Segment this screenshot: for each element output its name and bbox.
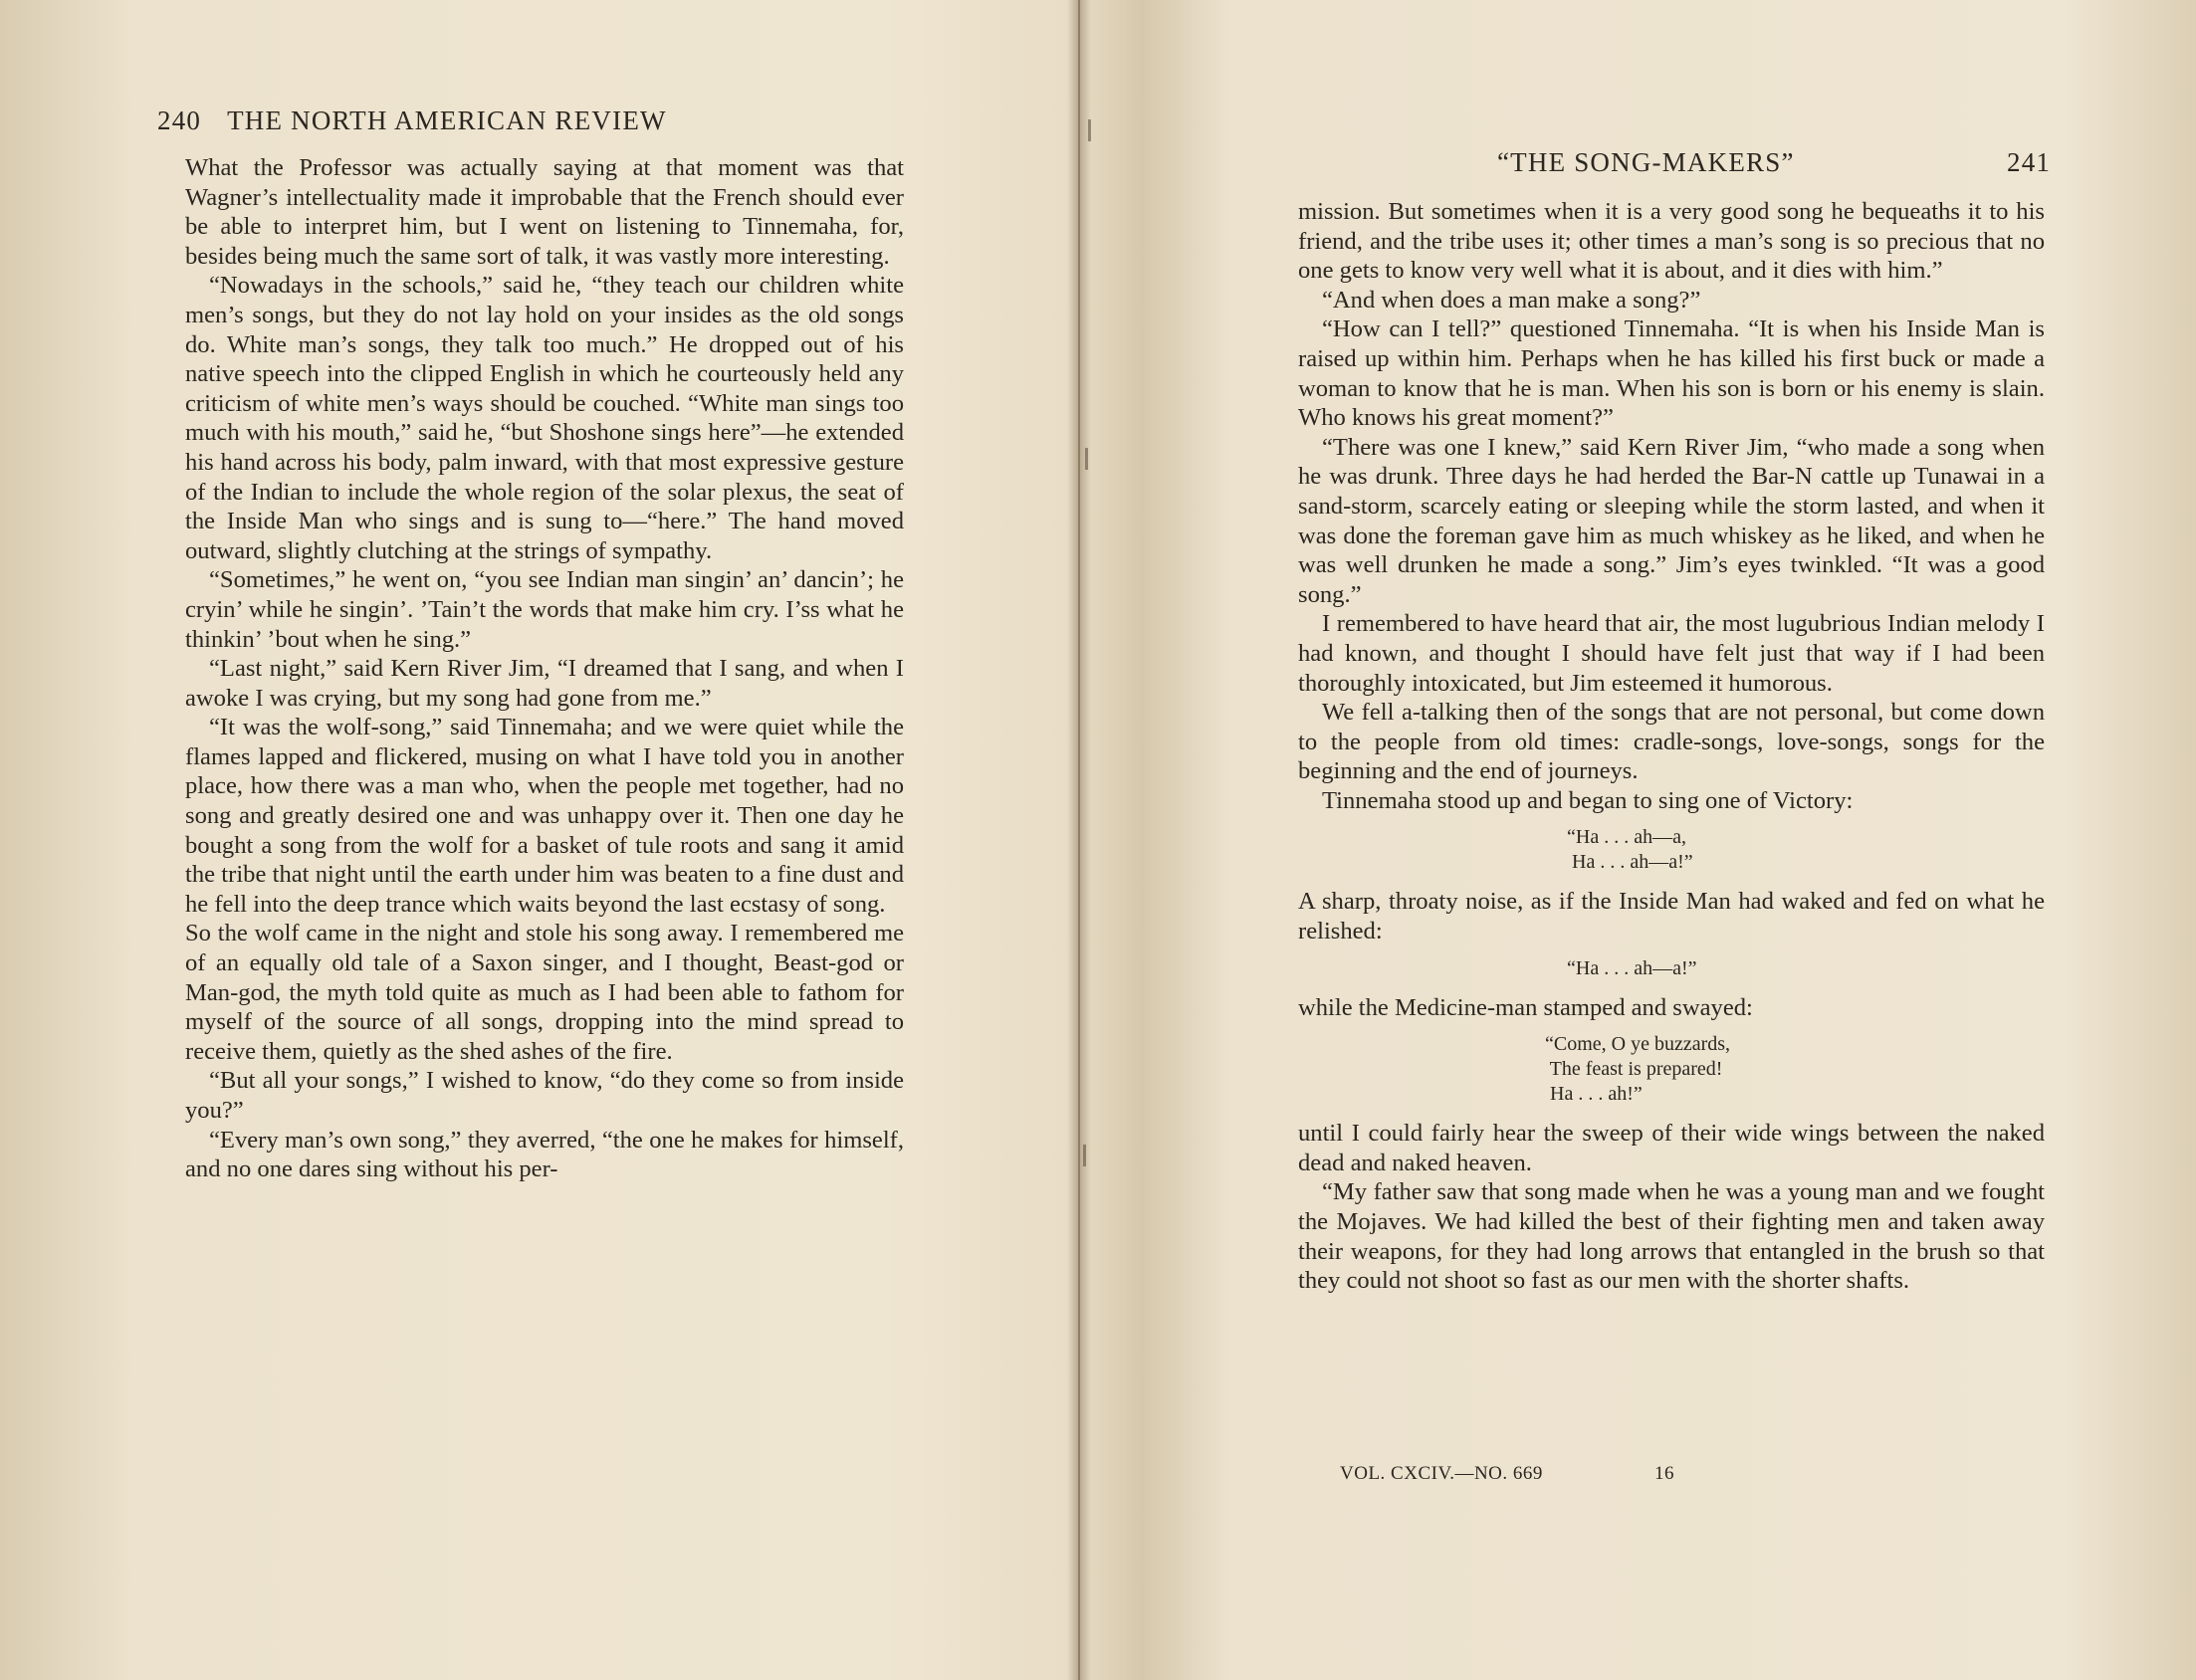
right-running-head	[1497, 147, 2052, 178]
right-page-body	[1298, 197, 2045, 1296]
paragraph: Tinnemaha stood up and began to sing one of Victory:	[1322, 786, 1854, 814]
paragraph: “But all your songs,” I wished to know, “do they come so from inside you?”	[185, 1067, 904, 1124]
binding-mark	[1083, 1145, 1086, 1166]
verse-line: Ha . . . ah!”	[1545, 1083, 1643, 1106]
left-page-number: 240	[157, 105, 202, 135]
verse-block	[1298, 1032, 2045, 1107]
paragraph: “There was one I knew,” said Kern River Jim, “who made a song when he was drunk. Three days he had herded the Bar-N cattle up Tunawai in a sand-storm, scarcely eating or sleeping while the storm lasted, and when it was done the foreman gave him as much whiskey as he liked, and when he was well drunken he made a song.” Jim’s eyes twinkled. “It was a good song.”	[1298, 433, 2045, 608]
paragraph: “Sometimes,” he went on, “you see Indian man singin’ an’ dancin’; he cryin’ while he singin’. ’Tain’t the words that make him cry. I’ss what he thinkin’ ’bout when he sing.”	[185, 566, 904, 653]
paragraph: A sharp, throaty noise, as if the Inside Man had waked and fed on what he relished:	[1298, 888, 2045, 945]
paragraph: “My father saw that song made when he was a young man and we fought the Mojaves. We had killed the best of their fighting men and taken away their weapons, for they had long arrows that entangled in the brush so that they could not shoot so fast as our men with the shorter shafts.	[1298, 1178, 2045, 1295]
verse-line: The feast is prepared!	[1545, 1058, 1723, 1081]
verse-block	[1298, 825, 2045, 875]
left-running-head	[157, 105, 667, 136]
paragraph: “It was the wolf-song,” said Tinnemaha; and we were quiet while the flames lapped and flickered, musing on what I have told you in another place, how there was a man who, when the people met together, had no song and greatly desired one and was unhappy over it. Then one day he bought a song from the wolf for a basket of tule roots and sang it amid the tribe that night until the earth under him was beaten to a fine dust and he fell into the deep trance which waits beyond the last ecstasy of song.	[185, 714, 904, 918]
right-page-number: 241	[2007, 147, 2052, 177]
verse-line: “Ha . . . ah—a,	[1567, 826, 1686, 849]
left-page-body	[185, 153, 904, 1184]
left-running-title: THE NORTH AMERICAN REVIEW	[227, 105, 667, 135]
verse-block	[1298, 956, 2045, 981]
verse-line: “Ha . . . ah—a!”	[1567, 956, 1697, 979]
gutter-fold	[1078, 0, 1080, 1680]
paragraph: while the Medicine-man stamped and swayed:	[1298, 993, 1753, 1021]
signature-mark: 16	[1654, 1463, 1674, 1484]
paragraph: “Nowadays in the schools,” said he, “they teach our children white men’s songs, but they do not lay hold on your insides as the old songs do. White man’s songs, they talk too much.” He dropped out of his native speech into the clipped English in which he courteously held any criticism of white men’s ways should be couched. “White man sings too much with his mouth,” said he, “but Shoshone sings here”—he extended his hand across his body, palm inward, with that most expressive gesture of the Indian to include the whole region of the solar plexus, the seat of the Inside Man who sings and is sung to—“here.” The hand moved outward, slightly clutching at the strings of sympathy.	[185, 272, 904, 564]
paragraph: So the wolf came in the night and stole his song away. I remembered me of an equally old tale of a Saxon singer, and I thought, Beast-god or Man-god, the myth told quite as much as I had been able to fathom for myself of the source of all songs, dropping into the mind spread to receive them, quietly as the shed ashes of the fire.	[185, 920, 904, 1065]
paragraph: mission. But sometimes when it is a very good song he bequeaths it to his friend, and the tribe uses it; other times a man’s song is so precious that no one gets to know very well what it is about, and it dies with him.”	[1298, 198, 2045, 285]
page-footer	[1340, 1463, 1674, 1485]
paragraph: “How can I tell?” questioned Tinnemaha. “It is when his Inside Man is raised up within him. Perhaps when he has killed his first buck or made a woman to know that he is man. When his son is born or his enemy is slain. Who knows his great moment?”	[1298, 315, 2045, 432]
binding-mark	[1085, 448, 1088, 470]
paragraph: What the Professor was actually saying at that moment was that Wagner’s intellectuality made it improbable that the French should ever be able to interpret him, but I went on listening to Tinnemaha, for, besides being much the same sort of talk, it was vastly more interesting.	[185, 154, 904, 270]
verse-line: Ha . . . ah—a!”	[1567, 851, 1693, 874]
paragraph: “And when does a man make a song?”	[1322, 286, 1701, 314]
paragraph: “Last night,” said Kern River Jim, “I dreamed that I sang, and when I awoke I was crying, but my song had gone from me.”	[185, 655, 904, 712]
right-running-title: “THE SONG-MAKERS”	[1497, 147, 1795, 177]
paragraph: “Every man’s own song,” they averred, “the one he makes for himself, and no one dares sing without his per-	[185, 1126, 904, 1183]
verse-line: “Come, O ye buzzards,	[1545, 1033, 1731, 1056]
binding-mark	[1088, 119, 1091, 141]
volume-number: VOL. CXCIV.—NO. 669	[1340, 1463, 1543, 1484]
paragraph: We fell a-talking then of the songs that are not personal, but come down to the people from old times: cradle-songs, love-songs, songs for the beginning and the end of journeys.	[1298, 699, 2045, 785]
paragraph: until I could fairly hear the sweep of their wide wings between the naked dead and naked heaven.	[1298, 1120, 2045, 1176]
paragraph: I remembered to have heard that air, the most lugubrious Indian melody I had known, and thought I should have felt just that way if I had been thoroughly intoxicated, but Jim esteemed it humorous.	[1298, 610, 2045, 697]
